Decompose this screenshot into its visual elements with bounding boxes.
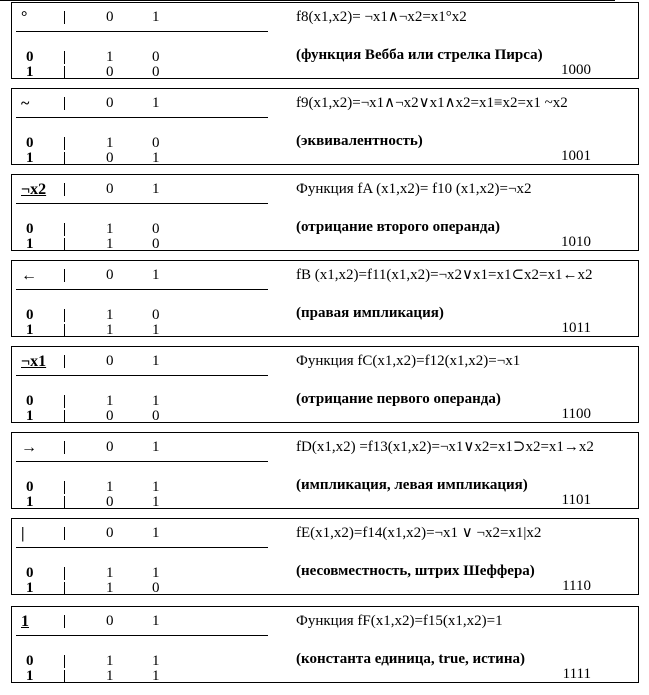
cell-0-0: 1 [106,307,114,323]
row-label-0: 0 [26,221,34,237]
function-note: (константа единица, true, истина) [296,651,525,667]
column-divider [64,441,65,454]
cell-1-0: 0 [106,408,114,424]
operator-symbol: ~ [21,95,30,112]
column-divider [64,11,65,24]
truth-table-f8 [11,2,639,79]
header-x2-1: 1 [152,353,160,369]
function-code: 1001 [561,148,591,164]
header-rule [16,375,268,376]
column-divider [64,395,65,408]
cell-0-1: 0 [152,221,160,237]
row-label-0: 0 [26,479,34,495]
header-x2-1: 1 [152,181,160,197]
cell-0-0: 1 [106,565,114,581]
function-note: (отрицание первого операнда) [296,391,501,407]
formula: fE(x1,x2)=f14(x1,x2)=¬x1 ∨ ¬x2=x1|x2 [296,525,542,541]
cell-0-1: 1 [152,479,160,495]
header-rule [16,289,268,290]
cell-0-0: 1 [106,135,114,151]
function-note: (импликация, левая импликация) [296,477,528,493]
column-divider [64,670,65,683]
column-divider [64,238,65,251]
row-label-1: 1 [26,408,34,424]
header-x2-1: 1 [152,525,160,541]
formula: fB (x1,x2)=f11(x1,x2)=¬x2∨x1=x1⊂x2=x1←x2 [296,267,593,283]
operator-symbol: | [21,525,25,542]
column-divider [64,152,65,165]
column-divider [64,655,65,668]
header-x2-1: 1 [152,439,160,455]
cell-1-1: 0 [152,64,160,80]
formula: f9(x1,x2)=¬x1∧¬x2∨x1∧x2=x1≡x2=x1 ~x2 [296,95,568,111]
column-divider [64,615,65,628]
cell-1-1: 1 [152,322,160,338]
header-rule [16,635,268,636]
row-label-0: 0 [26,307,34,323]
column-divider [64,51,65,64]
column-divider [64,355,65,368]
column-divider [64,269,65,282]
operator-symbol: → [21,439,37,456]
cell-0-0: 1 [106,479,114,495]
formula: Функция fC(x1,x2)=f12(x1,x2)=¬x1 [296,353,521,369]
cell-1-0: 1 [106,580,114,596]
truth-table-ff [11,606,639,683]
cell-0-1: 0 [152,49,160,65]
row-label-1: 1 [26,64,34,80]
header-rule [16,203,268,204]
cell-1-1: 0 [152,408,160,424]
cell-0-1: 0 [152,307,160,323]
function-note: (отрицание второго операнда) [296,219,500,235]
column-divider [64,137,65,150]
column-divider [64,223,65,236]
truth-table-fe [11,518,639,595]
column-divider [64,324,65,337]
operator-symbol: 1 [21,613,29,630]
formula: Функция fA (x1,x2)= f10 (x1,x2)=¬x2 [296,181,532,197]
function-code: 1100 [561,406,591,422]
column-divider [64,410,65,423]
cell-0-1: 1 [152,393,160,409]
cell-1-1: 1 [152,668,160,684]
truth-table-fb [11,260,639,337]
row-label-0: 0 [26,565,34,581]
function-note: (функция Вебба или стрелка Пирса) [296,47,543,63]
cell-1-0: 0 [106,494,114,510]
header-rule [16,547,268,548]
column-divider [64,66,65,79]
row-label-1: 1 [26,494,34,510]
cell-0-1: 1 [152,653,160,669]
function-note: (эквивалентность) [296,133,423,149]
column-divider [64,183,65,196]
header-x2-0: 0 [106,9,114,25]
cell-1-0: 1 [106,668,114,684]
column-divider [64,97,65,110]
column-divider [64,527,65,540]
header-rule [16,31,268,32]
column-divider [64,309,65,322]
row-label-1: 1 [26,150,34,166]
formula: Функция fF(x1,x2)=f15(x1,x2)=1 [296,613,503,629]
operator-symbol: ° [21,9,28,26]
header-x2-0: 0 [106,525,114,541]
cell-1-0: 1 [106,322,114,338]
row-label-0: 0 [26,135,34,151]
function-code: 1000 [561,62,591,78]
header-x2-0: 0 [106,95,114,111]
cell-0-1: 1 [152,565,160,581]
cell-0-0: 1 [106,221,114,237]
top-rule [0,0,615,1]
row-label-0: 0 [26,393,34,409]
header-x2-0: 0 [106,353,114,369]
cell-0-1: 0 [152,135,160,151]
header-x2-0: 0 [106,181,114,197]
row-label-1: 1 [26,580,34,596]
header-x2-1: 1 [152,613,160,629]
truth-table-fd [11,432,639,509]
cell-0-0: 1 [106,393,114,409]
header-x2-1: 1 [152,267,160,283]
cell-1-1: 0 [152,236,160,252]
column-divider [64,582,65,595]
cell-0-0: 1 [106,653,114,669]
cell-1-1: 1 [152,494,160,510]
header-rule [16,461,268,462]
function-note: (правая импликация) [296,305,444,321]
function-code: 1110 [562,578,591,594]
row-label-1: 1 [26,668,34,684]
operator-symbol: ← [21,267,37,284]
column-divider [64,481,65,494]
row-label-0: 0 [26,49,34,65]
header-x2-0: 0 [106,439,114,455]
header-x2-0: 0 [106,267,114,283]
formula: fD(x1,x2) =f13(x1,x2)=¬x1∨x2=x1⊃x2=x1→x2 [296,439,594,455]
function-code: 1011 [561,320,591,336]
column-divider [64,567,65,580]
cell-1-0: 0 [106,150,114,166]
cell-1-1: 0 [152,580,160,596]
cell-1-0: 0 [106,64,114,80]
truth-table-f9 [11,88,639,165]
truth-table-fc [11,346,639,423]
formula: f8(x1,x2)= ¬x1∧¬x2=x1°x2 [296,9,467,25]
cell-1-1: 1 [152,150,160,166]
function-code: 1010 [561,234,591,250]
column-divider [64,496,65,509]
header-rule [16,117,268,118]
row-label-0: 0 [26,653,34,669]
row-label-1: 1 [26,322,34,338]
operator-symbol: ¬x1 [21,353,47,370]
truth-table-fa [11,174,639,251]
header-x2-1: 1 [152,9,160,25]
header-x2-0: 0 [106,613,114,629]
cell-1-0: 1 [106,236,114,252]
row-label-1: 1 [26,236,34,252]
function-code: 1111 [562,666,591,682]
header-x2-1: 1 [152,95,160,111]
function-note: (несовместность, штрих Шеффера) [296,563,535,579]
operator-symbol: ¬x2 [21,181,47,198]
function-code: 1101 [561,492,591,508]
cell-0-0: 1 [106,49,114,65]
